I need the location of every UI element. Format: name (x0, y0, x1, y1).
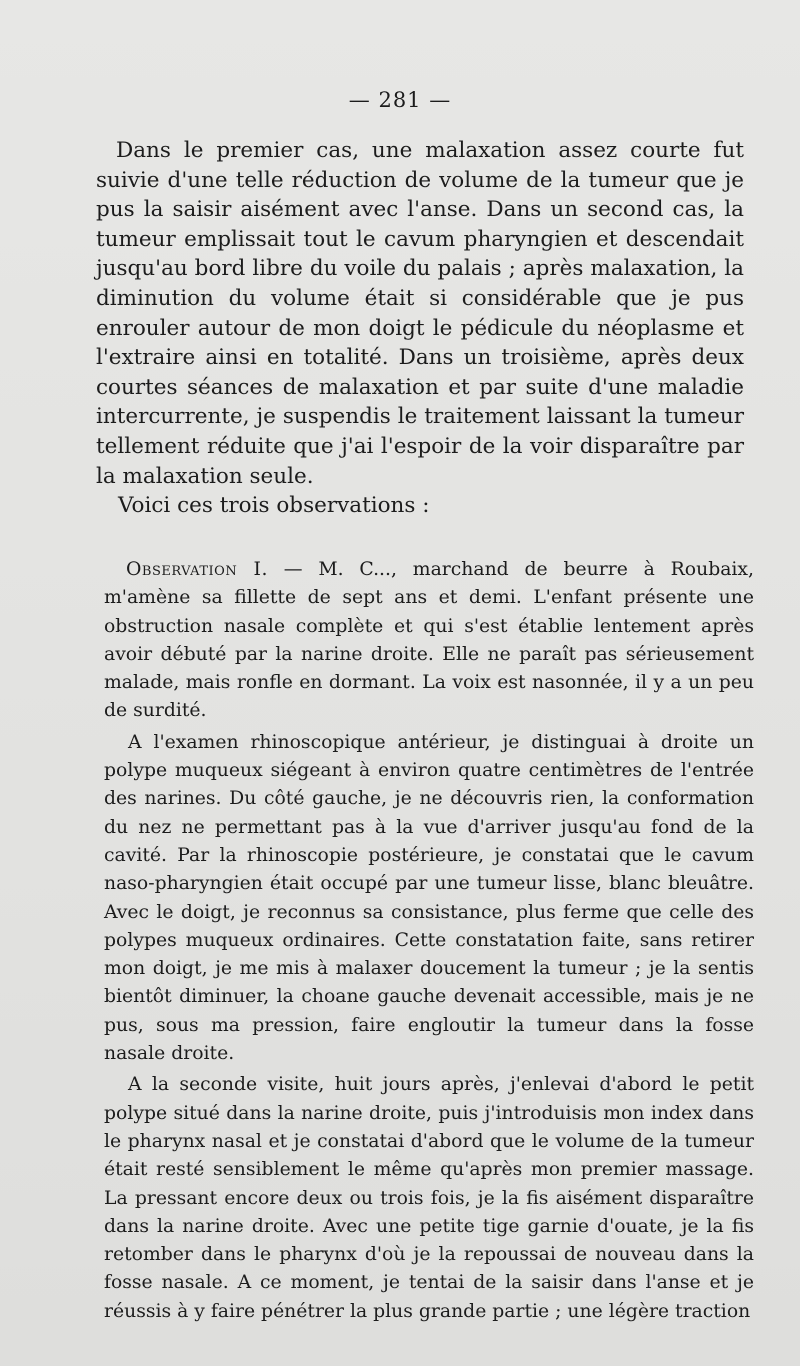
observation-text: — M. C..., marchand de beurre à Roubaix, m'amène sa fillette de sept ans et demi. L'enfant présente une obstruction nasale complète et qui s'est établie lentement après avoir débuté par la narine droite. Elle ne paraît pas sérieusement malade, mais ronfle en dormant. La voix est nasonnée, il y a un peu de surdité. (104, 559, 754, 722)
intro-section (96, 136, 744, 521)
observation-paragraph: A l'examen rhinoscopique antérieur, je distinguai à droite un polype muqueux siégeant à environ quatre centimètres de l'entrée des narines. Du côté gauche, je ne découvris rien, la conformation du nez ne permettant pas à la vue d'arriver jusqu'au fond de la cavité. Par la rhinoscopie postérieure, je constatai que le cavum naso-pharyngien était occupé par une tumeur lisse, blanc bleuâtre. Avec le doigt, je reconnus sa consistance, plus ferme que celle des polypes muqueux ordinaires. Cette constatation faite, sans retirer mon doigt, je me mis à malaxer doucement la tumeur ; je la sentis bientôt diminuer, la choane gauche devenait accessible, mais je ne pus, sous ma pression, faire engloutir la tumeur dans la fosse nasale droite. (104, 731, 754, 1065)
intro-paragraph: Dans le premier cas, une malaxation assez courte fut suivie d'une telle réduction de volume de la tumeur que je pus la saisir aisément avec l'anse. Dans un second cas, la tumeur emplissait tout le cavum pharyngien et descendait jusqu'au bord libre du voile du palais ; après malaxation, la diminution du volume était si considérable que je pus enrouler autour de mon doigt le pédicule du néoplasme et l'extraire ainsi en totalité. Dans un troisième, après deux courtes séances de malaxation et par suite d'une maladie intercurrente, je suspendis le traitement laissant la tumeur tellement réduite que j'ai l'espoir de la voir disparaître par la malaxation seule. (96, 138, 744, 489)
intro-transition: Voici ces trois observations : (118, 493, 430, 519)
observation-section (104, 556, 754, 1326)
observation-paragraph (104, 556, 754, 726)
observation-paragraph: A la seconde visite, huit jours après, j'enlevai d'abord le petit polype situé dans la narine droite, puis j'introduisis mon index dans le pharynx nasal et je constatai d'abord que le volume de la tumeur était resté sensiblement le même qu'après mon premier massage. La pressant encore deux ou trois fois, je la fis aisément disparaître dans la narine droite. Avec une petite tige garnie d'ouate, je la fis retomber dans le pharynx d'où je la repoussai de nouveau dans la fosse nasale. A ce moment, je tentai de la saisir dans l'anse et je réussis à y faire pénétrer la plus grande partie ; une légère traction (104, 1074, 754, 1322)
page-number: — 281 — (348, 88, 452, 112)
observation-heading: Observation I. (126, 559, 268, 580)
